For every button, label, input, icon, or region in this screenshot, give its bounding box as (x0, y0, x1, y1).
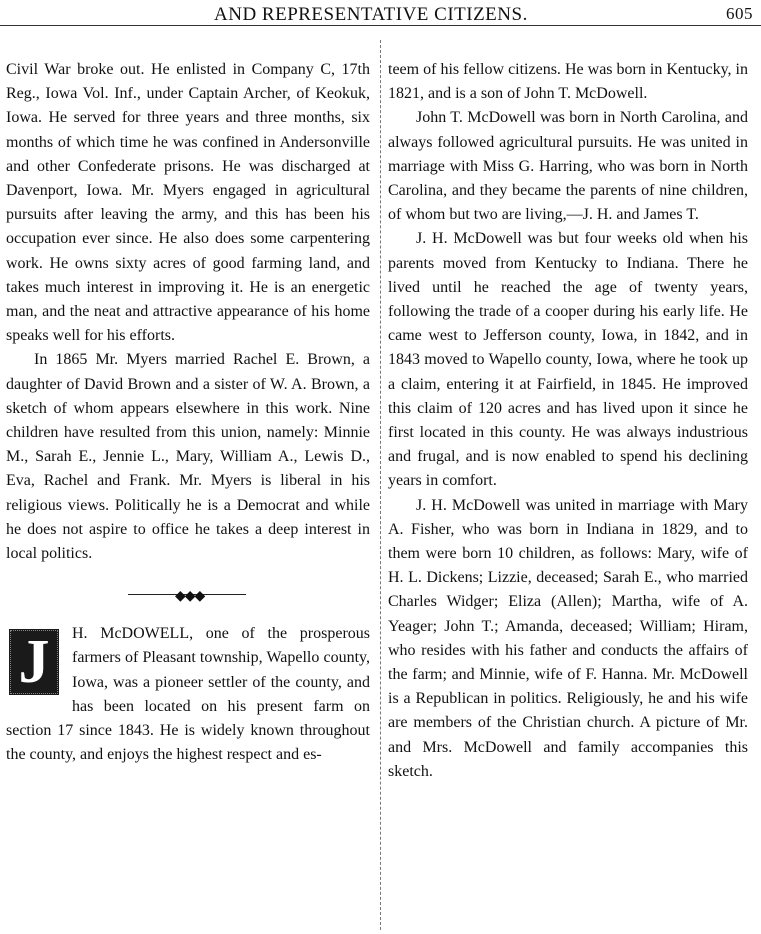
section-ornament (6, 576, 370, 614)
drop-cap-ornament-icon (10, 628, 58, 697)
drop-cap-letter: J (18, 628, 50, 697)
right-column (388, 58, 748, 784)
mcdowell-intro-paragraph: H. McDOWELL, one of the prosperous farmers of Pleasant township, Wapello county, Iowa, was a pioneer settler of the county, and has been located on his present farm on section 17 since 1843. He is widely known throughout the county, and enjoys the highest respect and es- (6, 625, 370, 764)
ornament-dots-icon: ◆◆◆ (175, 588, 205, 605)
page-number: 605 (726, 4, 753, 23)
myers-family-paragraph: In 1865 Mr. Myers married Rachel E. Brown, a daughter of David Brown and a sister of W. A. Brown, a sketch of whom appears elsewhere in this work. Nine children have resulted from this union, namely: Minnie M., Sarah E., Jennie L., Mary, William A., Lewis D., Eva, Rachel and Frank. Mr. Myers is liberal in his religious views. Politically he is a Democrat and while he does not aspire to office he takes a deep interest in local politics. (6, 351, 370, 563)
left-column (6, 58, 370, 767)
mcdowell-career-paragraph: J. H. McDowell was but four weeks old when his parents moved from Kentucky to Indiana. There he lived until he reached the age of twenty years, following the trade of a cooper during his early life. He came west to Jefferson county, Iowa, in 1842, and in 1843 moved to Wapello county, Iowa, where he took up a claim, entering it at Fairfield, in 1845. He improved this claim of 120 acres and has lived upon it since he first located in this county. He was always industrious and frugal, and is now enabled to spend his declining years in comfort. (388, 230, 748, 490)
john-t-mcdowell-paragraph: John T. McDowell was born in North Carolina, and always followed agricultural pursuits. He was united in marriage with Miss G. Harring, who was born in North Carolina, and they became the parents of nine children, of whom but two are living,—J. H. and James T. (388, 109, 748, 224)
drop-cap-initial (6, 626, 62, 698)
mcdowell-marriage-paragraph: J. H. McDowell was united in marriage with Mary A. Fisher, who was born in Indiana in 1829, and to them were born 10 children, as follows: Mary, wife of H. L. Dickens; Lizzie, deceased; Sarah E., who married Charles Widger; Eliza (Allen); Martha, wife of A. Yeager; John T.; Amanda, deceased; William; Hiram, who resides with his father and conducts the affairs of the farm; and Minnie, wife of F. Hanna. Mr. McDowell is a Republican in politics. Religiously, he and his wife are members of the Christian church. A picture of Mr. and Mrs. McDowell and family accompanies this sketch. (388, 496, 748, 780)
mcdowell-birth-paragraph: teem of his fellow citizens. He was born in Kentucky, in 1821, and is a son of John T. McDowell. (388, 61, 748, 103)
myers-service-paragraph: Civil War broke out. He enlisted in Company C, 17th Reg., Iowa Vol. Inf., under Captain Archer, of Keokuk, Iowa. He served for three years and three months, six months of which time he was confined in Andersonville and other Confederate prisons. He was discharged at Davenport, Iowa. Mr. Myers engaged in agricultural pursuits after leaving the army, and this has been his occupation ever since. He also does some carpentering work. He owns sixty acres of good farming land, and takes much interest in improving it. He is an energetic man, and the neat and attractive appearance of his home speaks well for his efforts. (6, 61, 370, 345)
running-head (0, 4, 761, 26)
running-head-title: AND REPRESENTATIVE CITIZENS. (214, 4, 528, 25)
header-rule (0, 25, 761, 26)
column-divider (380, 40, 381, 930)
mcdowell-intro (6, 622, 370, 767)
